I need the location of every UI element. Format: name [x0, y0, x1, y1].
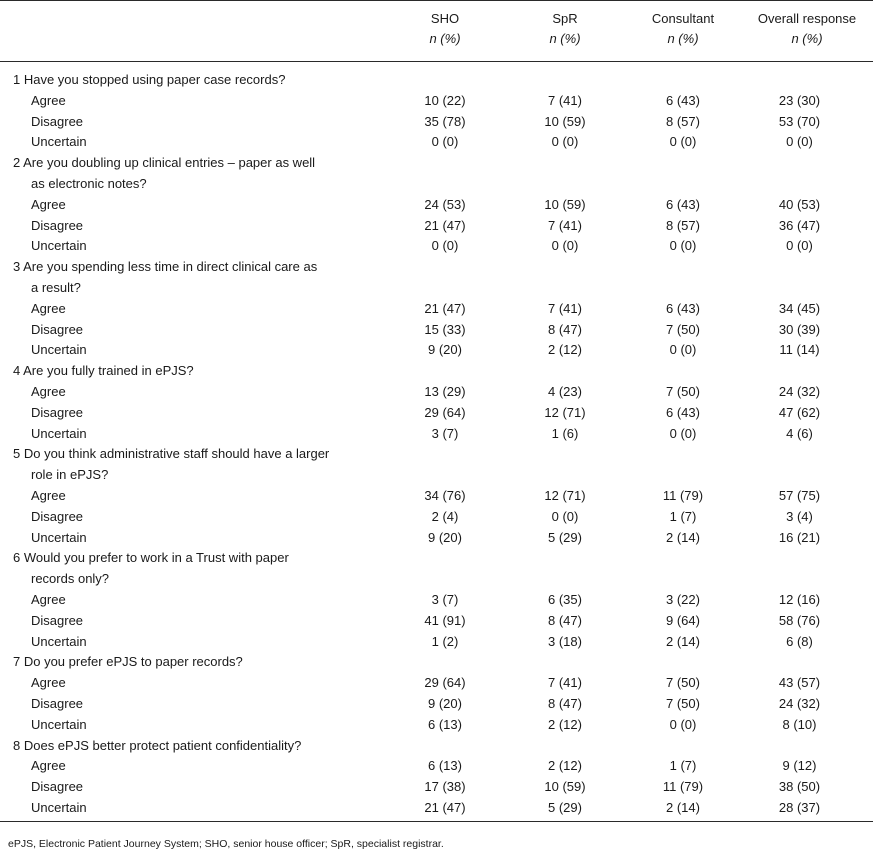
table-cell: 41 (91)	[424, 612, 466, 628]
table-cell: 21 (47)	[424, 217, 466, 233]
table-cell: 7 (50)	[666, 383, 700, 399]
question-row	[0, 569, 873, 590]
column-label: SpR	[552, 11, 578, 26]
table-cell: 8 (57)	[666, 217, 700, 233]
question-text: 1 Have you stopped using paper case records?	[13, 72, 286, 87]
question-row	[0, 278, 873, 299]
table-row	[0, 486, 873, 507]
table-cell: 0 (0)	[431, 238, 459, 254]
table-row	[0, 673, 873, 694]
table-cell: 0 (0)	[551, 134, 579, 150]
table-cell: 7 (41)	[548, 300, 582, 316]
table-cell: 2 (14)	[666, 633, 700, 649]
table-row	[0, 611, 873, 632]
bottom-rule	[0, 821, 873, 822]
table-cell: 9 (20)	[428, 342, 462, 358]
response-label: Disagree	[31, 321, 84, 337]
table-cell: 12 (71)	[544, 404, 586, 420]
response-label: Disagree	[31, 612, 84, 628]
table-cell: 4 (6)	[786, 425, 813, 441]
column-unit: n (%)	[791, 31, 823, 46]
table-cell: 2 (14)	[666, 799, 700, 815]
question-row	[0, 548, 873, 569]
table-cell: 1 (7)	[669, 758, 697, 774]
table-cell: 8 (57)	[666, 113, 700, 129]
question-text: records only?	[31, 571, 110, 587]
table-row	[0, 236, 873, 257]
table-cell: 28 (37)	[778, 799, 821, 815]
table-row	[0, 424, 873, 445]
table-cell: 57 (75)	[778, 487, 821, 503]
table-row	[0, 216, 873, 237]
table-cell: 0 (0)	[669, 238, 697, 254]
table-cell: 35 (78)	[424, 113, 466, 129]
table-row	[0, 132, 873, 153]
table-row	[0, 91, 873, 112]
question-row	[0, 153, 873, 174]
column-header-sho	[405, 9, 485, 49]
response-label: Uncertain	[31, 134, 87, 150]
table-cell: 10 (22)	[424, 92, 466, 108]
table-row	[0, 299, 873, 320]
table-row	[0, 382, 873, 403]
table-cell: 5 (29)	[548, 529, 582, 545]
table-cell: 0 (0)	[669, 342, 697, 358]
question-text: 8 Does ePJS better protect patient confidentiality?	[13, 737, 302, 753]
response-label: Disagree	[31, 404, 84, 420]
table-cell: 40 (53)	[778, 196, 821, 212]
table-cell: 9 (20)	[428, 695, 462, 711]
response-label: Agree	[31, 675, 66, 691]
table-cell: 7 (50)	[666, 675, 700, 691]
response-label: Agree	[31, 487, 66, 503]
table-cell: 38 (50)	[778, 779, 821, 795]
table-cell: 24 (32)	[778, 695, 821, 711]
table-cell: 11 (79)	[662, 779, 704, 795]
column-unit: n (%)	[549, 31, 581, 46]
response-label: Disagree	[31, 113, 84, 129]
table-header	[0, 9, 873, 59]
table-row	[0, 528, 873, 549]
question-row	[0, 444, 873, 465]
table-row	[0, 112, 873, 133]
table-cell: 3 (7)	[431, 591, 459, 607]
table-row	[0, 340, 873, 361]
question-row	[0, 652, 873, 673]
table-cell: 1 (6)	[551, 425, 579, 441]
table-cell: 8 (10)	[782, 716, 817, 732]
table-cell: 7 (50)	[666, 695, 700, 711]
table-cell: 12 (16)	[778, 591, 821, 607]
table-row	[0, 403, 873, 424]
table-row	[0, 777, 873, 798]
table-cell: 7 (41)	[548, 92, 582, 108]
table-cell: 21 (47)	[424, 799, 466, 815]
table-row	[0, 195, 873, 216]
table-cell: 1 (2)	[431, 633, 459, 649]
table-cell: 6 (13)	[428, 758, 462, 774]
table-cell: 23 (30)	[778, 92, 821, 108]
response-label: Uncertain	[31, 799, 87, 815]
table-row	[0, 320, 873, 341]
table-cell: 24 (53)	[424, 196, 466, 212]
table-cell: 29 (64)	[424, 675, 466, 691]
question-text: 4 Are you fully trained in ePJS?	[13, 363, 194, 379]
table-cell: 7 (50)	[666, 321, 700, 337]
table-cell: 3 (4)	[786, 508, 813, 524]
response-label: Uncertain	[31, 529, 87, 545]
table-cell: 6 (43)	[666, 300, 700, 316]
table-cell: 30 (39)	[778, 321, 821, 337]
table-row	[0, 694, 873, 715]
table-cell: 0 (0)	[786, 134, 813, 150]
table-cell: 24 (32)	[778, 383, 821, 399]
table-cell: 9 (64)	[666, 612, 700, 628]
top-rule	[0, 0, 873, 1]
table-cell: 0 (0)	[551, 238, 579, 254]
table-cell: 11 (79)	[662, 487, 704, 503]
question-text: 2 Are you doubling up clinical entries – paper as well	[13, 155, 316, 171]
response-label: Agree	[31, 383, 66, 399]
column-unit: n (%)	[429, 31, 461, 46]
table-cell: 0 (0)	[786, 238, 813, 254]
table-cell: 6 (13)	[428, 716, 462, 732]
table-cell: 21 (47)	[424, 300, 466, 316]
table-cell: 0 (0)	[431, 134, 459, 150]
table-cell: 9 (20)	[428, 529, 462, 545]
column-header-consultant	[643, 9, 723, 49]
table-cell: 47 (62)	[778, 404, 821, 420]
table-footnote: ePJS, Electronic Patient Journey System; SHO, senior house officer; SpR, specialist registrar.	[8, 838, 444, 850]
question-row	[0, 736, 873, 757]
table-cell: 0 (0)	[669, 716, 697, 732]
question-text: 5 Do you think administrative staff should have a larger	[13, 446, 330, 462]
column-header-spr	[525, 9, 605, 49]
table-cell: 6 (43)	[666, 404, 700, 420]
table-cell: 8 (47)	[548, 321, 582, 337]
table-cell: 4 (23)	[548, 383, 582, 399]
table-cell: 8 (47)	[548, 612, 582, 628]
table-row	[0, 507, 873, 528]
response-label: Disagree	[31, 217, 84, 233]
column-header-overall	[752, 9, 862, 49]
table-cell: 10 (59)	[544, 779, 586, 795]
table-cell: 6 (8)	[786, 633, 813, 649]
question-text: 7 Do you prefer ePJS to paper records?	[13, 654, 243, 670]
column-unit: n (%)	[667, 31, 699, 46]
column-label: SHO	[430, 11, 460, 26]
table-cell: 3 (18)	[548, 633, 582, 649]
table-body	[0, 70, 873, 819]
table-cell: 10 (59)	[544, 113, 586, 129]
table-cell: 7 (41)	[548, 217, 582, 233]
table-cell: 7 (41)	[548, 675, 582, 691]
response-label: Agree	[31, 196, 66, 212]
table-cell: 6 (43)	[666, 196, 700, 212]
response-label: Uncertain	[31, 342, 87, 358]
table-cell: 2 (12)	[548, 342, 582, 358]
table-cell: 1 (7)	[669, 508, 697, 524]
table-cell: 15 (33)	[424, 321, 466, 337]
table-cell: 2 (12)	[548, 758, 582, 774]
response-label: Uncertain	[31, 716, 87, 732]
question-row	[0, 465, 873, 486]
response-label: Uncertain	[31, 425, 87, 441]
table-row	[0, 756, 873, 777]
table-cell: 58 (76)	[778, 612, 821, 628]
column-label: Consultant	[651, 11, 715, 26]
table-cell: 6 (35)	[548, 591, 582, 607]
table-cell: 5 (29)	[548, 799, 582, 815]
table-row	[0, 632, 873, 653]
table-cell: 16 (21)	[778, 529, 821, 545]
response-label: Agree	[31, 92, 66, 108]
table-cell: 2 (4)	[431, 508, 459, 524]
table-cell: 12 (71)	[544, 487, 586, 503]
column-label: Overall response	[757, 11, 857, 26]
table-cell: 0 (0)	[669, 134, 697, 150]
table-cell: 11 (14)	[779, 342, 820, 358]
response-label: Uncertain	[31, 633, 87, 649]
question-row	[0, 361, 873, 382]
table-cell: 6 (43)	[666, 92, 700, 108]
table-cell: 34 (45)	[778, 300, 821, 316]
table-cell: 10 (59)	[544, 196, 586, 212]
table-cell: 0 (0)	[669, 425, 697, 441]
response-label: Disagree	[31, 508, 84, 524]
table-cell: 0 (0)	[551, 508, 579, 524]
response-label: Agree	[31, 300, 66, 316]
question-text: as electronic notes?	[31, 175, 147, 191]
question-text: 6 Would you prefer to work in a Trust with paper	[13, 550, 289, 566]
header-rule	[0, 61, 873, 62]
response-label: Agree	[31, 758, 66, 774]
table-cell: 29 (64)	[424, 404, 466, 420]
response-label: Disagree	[31, 779, 84, 795]
table-row	[0, 798, 873, 819]
table-cell: 53 (70)	[778, 113, 821, 129]
table-row	[0, 590, 873, 611]
table-cell: 34 (76)	[424, 487, 466, 503]
table-cell: 36 (47)	[778, 217, 821, 233]
table-cell: 8 (47)	[548, 695, 582, 711]
question-row	[0, 174, 873, 195]
question-text: role in ePJS?	[31, 467, 109, 483]
table-cell: 13 (29)	[424, 383, 466, 399]
question-row	[0, 257, 873, 278]
table-row	[0, 715, 873, 736]
table-cell: 43 (57)	[778, 675, 821, 691]
question-text: a result?	[31, 279, 81, 295]
response-label: Uncertain	[31, 238, 87, 254]
table-cell: 3 (7)	[431, 425, 459, 441]
response-label: Disagree	[31, 695, 84, 711]
question-text: 3 Are you spending less time in direct clinical care as	[13, 259, 318, 275]
table-cell: 9 (12)	[782, 758, 817, 774]
question-row	[0, 70, 873, 91]
response-label: Agree	[31, 591, 66, 607]
table-cell: 2 (12)	[548, 716, 582, 732]
table-cell: 17 (38)	[424, 779, 466, 795]
table-cell: 3 (22)	[666, 591, 700, 607]
table-cell: 2 (14)	[666, 529, 700, 545]
